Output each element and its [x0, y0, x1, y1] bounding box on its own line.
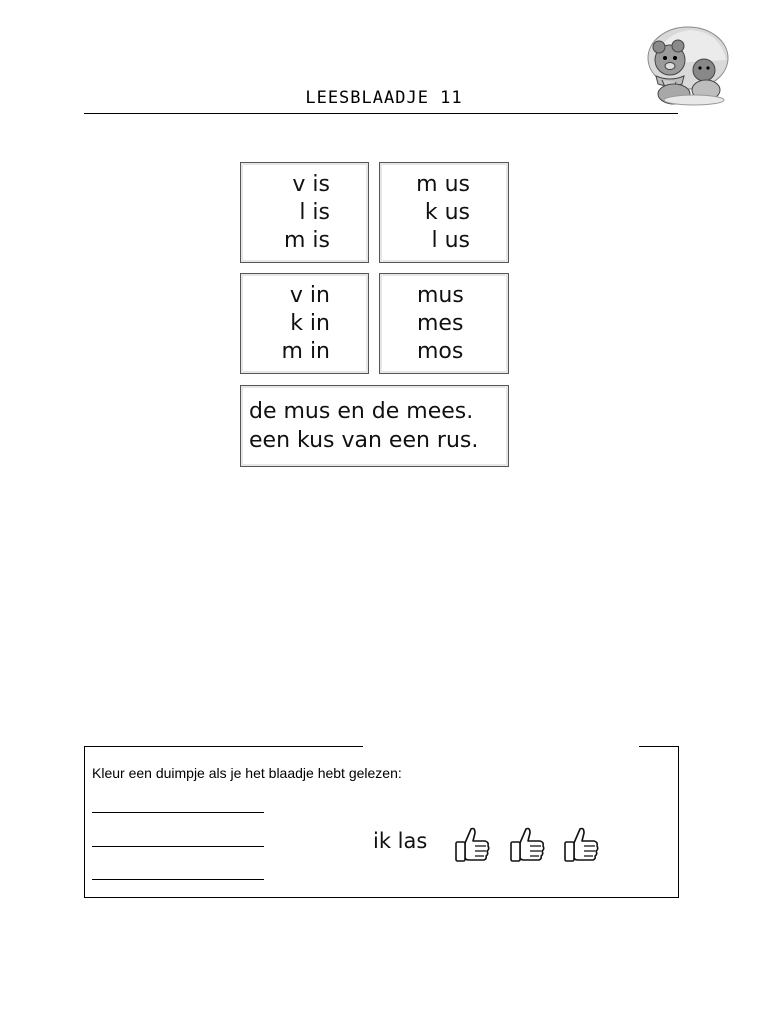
sentence-line: een kus van een rus.	[249, 428, 479, 453]
word-line: l is	[299, 200, 330, 225]
word-line: mus	[417, 283, 464, 308]
word-box-us	[379, 162, 509, 263]
title-divider	[84, 113, 678, 114]
word-line: v is	[292, 172, 330, 197]
sentence-line: de mus en de mees.	[249, 399, 474, 424]
write-line[interactable]	[92, 879, 264, 880]
word-line: v in	[289, 283, 330, 308]
reading-check-box	[84, 746, 679, 898]
word-line: m is	[284, 228, 330, 253]
instruction-text: Kleur een duimpje als je het blaadje hebt gelezen:	[92, 765, 402, 781]
thumbs-up-icon[interactable]	[453, 825, 491, 867]
word-line: l us	[431, 228, 470, 253]
write-line[interactable]	[92, 846, 264, 847]
word-line: m us	[416, 172, 470, 197]
word-line: m in	[281, 339, 330, 364]
ik-las-label: ik las	[373, 829, 428, 853]
page-title: LEESBLAADJE 11	[305, 88, 463, 108]
word-line: mos	[417, 339, 464, 364]
write-line[interactable]	[92, 812, 264, 813]
sentence-box	[240, 385, 509, 467]
word-box-is	[240, 162, 369, 263]
word-line: k in	[290, 311, 330, 336]
thumbs-up-icon[interactable]	[562, 825, 600, 867]
word-line: k us	[424, 200, 470, 225]
word-box-in	[240, 273, 369, 374]
thumbs-up-icon[interactable]	[508, 825, 546, 867]
word-box-m-s	[379, 273, 509, 374]
word-line: mes	[417, 311, 464, 336]
